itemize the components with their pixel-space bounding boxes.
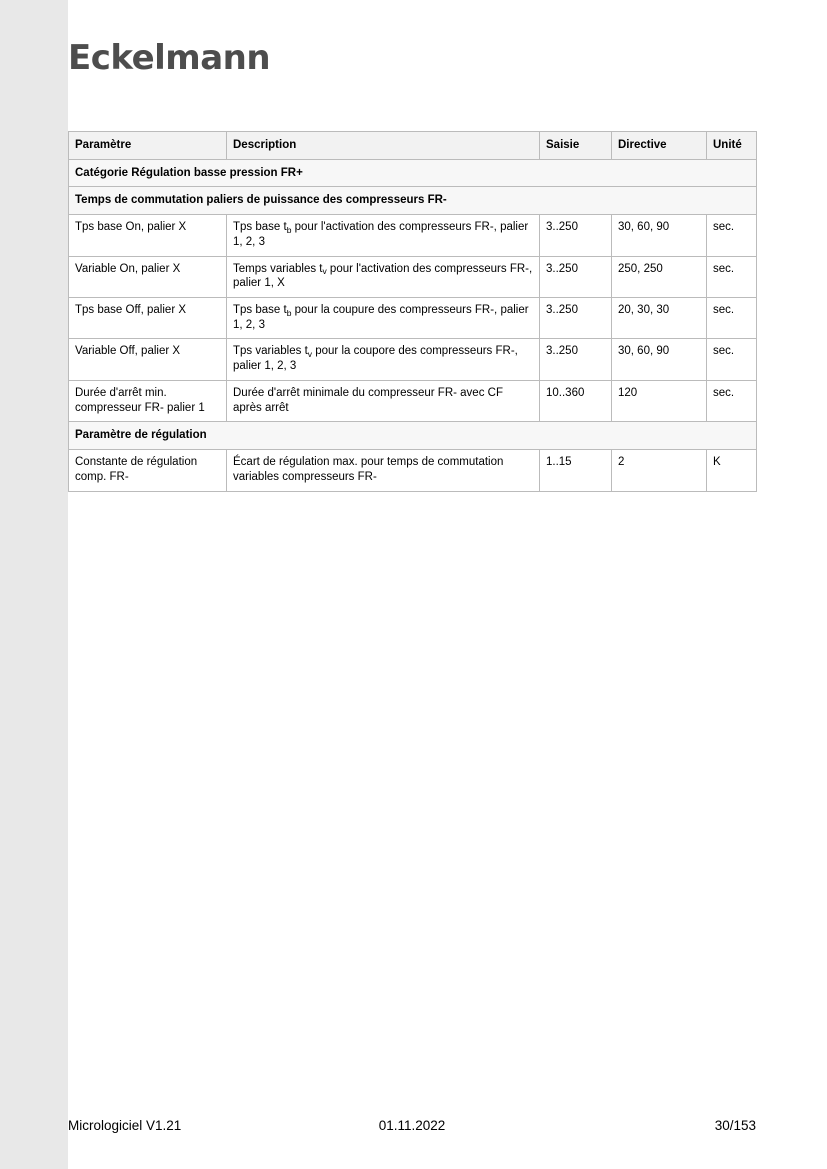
cell-saisie: 3..250 xyxy=(540,256,612,297)
cell-unite: sec. xyxy=(707,256,757,297)
subscript: b xyxy=(286,224,292,235)
cell-unite: sec. xyxy=(707,339,757,380)
cell-directive: 30, 60, 90 xyxy=(612,215,707,256)
subscript: v xyxy=(307,348,313,359)
cell-saisie: 3..250 xyxy=(540,298,612,339)
section-label: Temps de commutation paliers de puissance des compresseurs FR- xyxy=(69,187,757,215)
subscript: b xyxy=(286,307,292,318)
cell-saisie: 3..250 xyxy=(540,215,612,256)
cell-description: Tps base $t_b$ pour la coupure des compresseurs FR-, palier 1, 2, 3 xyxy=(227,298,540,339)
table-header xyxy=(69,132,757,160)
cell-unite: sec. xyxy=(707,215,757,256)
table-row xyxy=(69,298,757,339)
table-row xyxy=(69,215,757,256)
cell-directive: 120 xyxy=(612,380,707,421)
cell-unite: sec. xyxy=(707,298,757,339)
cell-parametre: Durée d'arrêt min. compresseur FR- palier 1 xyxy=(69,380,227,421)
table-row xyxy=(69,380,757,421)
cell-parametre: Tps base On, palier X xyxy=(69,215,227,256)
company-logo-text: Eckelmann xyxy=(68,38,271,78)
section-label: Catégorie Régulation basse pression FR+ xyxy=(69,159,757,187)
column-header-description: Description xyxy=(227,132,540,160)
cell-description: Temps variables $t_v$ pour l'activation des compresseurs FR-, palier 1, X xyxy=(227,256,540,297)
table-section-row xyxy=(69,187,757,215)
table-header-row xyxy=(69,132,757,160)
table-row xyxy=(69,256,757,297)
cell-saisie: 3..250 xyxy=(540,339,612,380)
cell-description: Écart de régulation max. pour temps de commutation variables compresseurs FR- xyxy=(227,450,540,491)
cell-directive: 2 xyxy=(612,450,707,491)
left-margin-bar xyxy=(0,0,68,1169)
footer-date: 01.11.2022 xyxy=(378,1118,446,1133)
cell-saisie: 10..360 xyxy=(540,380,612,421)
cell-description: Tps base $t_b$ pour l'activation des compresseurs FR-, palier 1, 2, 3 xyxy=(227,215,540,256)
cell-parametre: Tps base Off, palier X xyxy=(69,298,227,339)
cell-directive: 30, 60, 90 xyxy=(612,339,707,380)
cell-unite: sec. xyxy=(707,380,757,421)
table-row xyxy=(69,339,757,380)
cell-unite: K xyxy=(707,450,757,491)
cell-parametre: Variable Off, palier X xyxy=(69,339,227,380)
cell-description: Durée d'arrêt minimale du compresseur FR- avec CF après arrêt xyxy=(227,380,540,421)
cell-directive: 20, 30, 30 xyxy=(612,298,707,339)
table-section-row xyxy=(69,159,757,187)
cell-parametre: Constante de régulation comp. FR- xyxy=(69,450,227,491)
cell-directive: 250, 250 xyxy=(612,256,707,297)
column-header-unite: Unité xyxy=(707,132,757,160)
table-section-row xyxy=(69,422,757,450)
cell-parametre: Variable On, palier X xyxy=(69,256,227,297)
cell-description: Tps variables $t_v$ pour la coupore des compresseurs FR-, palier 1, 2, 3 xyxy=(227,339,540,380)
column-header-parametre: Paramètre xyxy=(69,132,227,160)
column-header-saisie: Saisie xyxy=(540,132,612,160)
table-body xyxy=(69,159,757,491)
parameter-table xyxy=(68,131,757,492)
subscript: v xyxy=(322,266,327,277)
column-header-directive: Directive xyxy=(612,132,707,160)
footer-page-number: 30/153 xyxy=(714,1118,756,1133)
footer-firmware-version: Micrologiciel V1.21 xyxy=(68,1118,182,1133)
parameter-table-container xyxy=(68,131,756,492)
section-label: Paramètre de régulation xyxy=(69,422,757,450)
table-row xyxy=(69,450,757,491)
cell-saisie: 1..15 xyxy=(540,450,612,491)
